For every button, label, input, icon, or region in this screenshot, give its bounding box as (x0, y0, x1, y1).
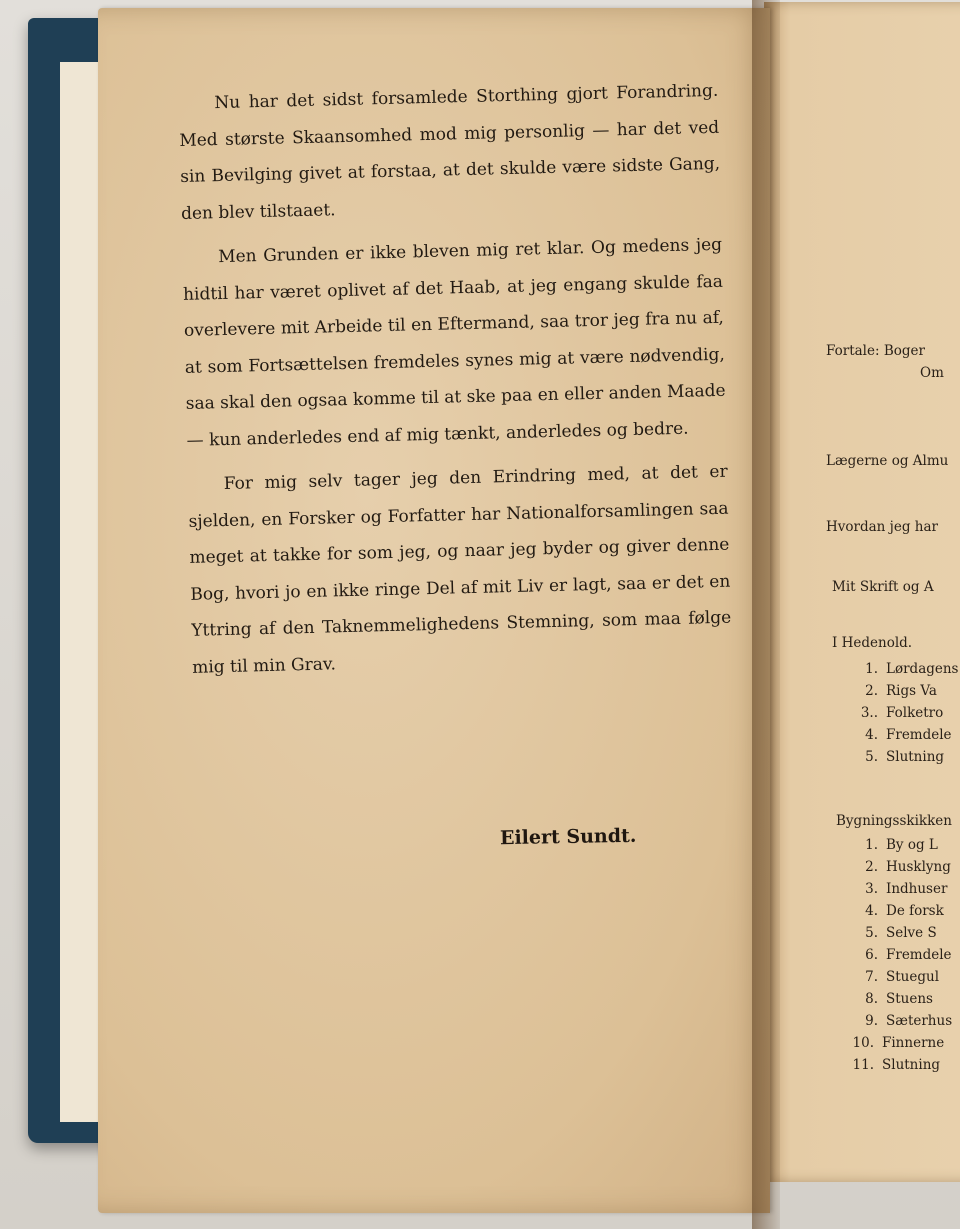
toc-text: Hvordan jeg har (826, 519, 938, 535)
toc-text: Mit Skrift og A (832, 579, 934, 595)
toc-number: 1. (865, 661, 878, 677)
toc-text: Indhuser (886, 881, 948, 897)
toc-line (826, 450, 948, 473)
toc-line (850, 702, 943, 725)
author-signature: Eilert Sundt. (499, 824, 637, 850)
toc-text: Slutning (886, 749, 945, 765)
toc-number: 1. (865, 837, 878, 853)
toc-text: Folketro (886, 705, 944, 721)
toc-number: 5. (865, 749, 878, 765)
table-of-contents (826, 340, 960, 1080)
toc-line (826, 340, 925, 363)
toc-number: 6. (865, 947, 878, 963)
toc-text: Fremdele (886, 727, 952, 743)
toc-line (850, 988, 933, 1011)
toc-text: By og L (886, 837, 938, 853)
toc-line (850, 856, 951, 879)
toc-text: Husklyng (886, 859, 951, 875)
toc-line (850, 1010, 952, 1033)
toc-line (836, 810, 952, 833)
toc-text: Lørdagens (886, 661, 959, 677)
paragraph-1: Nu har det sidst forsamlede Storthing gjort Forandring. Med største Skaansomhed mod mig personlig — har det ved sin Bevilging givet at forstaa, at det skulde være sidste Gang, den blev tilstaaet. (179, 80, 721, 224)
toc-line (846, 1032, 944, 1055)
toc-line (832, 576, 934, 599)
toc-line (832, 632, 912, 655)
paragraph-3: For mig selv tager jeg den Erindring med, at det er sjelden, en Forsker og Forfatter har Nationalforsamlingen saa meget at takke for som jeg, og naar jeg byder og giver denne Bog, hvori jo en ikke ringe Del af mit Liv er lagt, saa er det en Yttring af den Taknemmelighedens Stemning, som maa følge mig til min Grav. (188, 461, 732, 678)
toc-number: 4. (865, 903, 878, 919)
toc-line (850, 966, 939, 989)
toc-number: 8. (865, 991, 878, 1007)
toc-number: 9. (865, 1013, 878, 1029)
toc-number: 3. (865, 881, 878, 897)
toc-line (850, 658, 959, 681)
toc-line (850, 900, 944, 923)
toc-line (850, 746, 944, 769)
toc-text: Slutning (882, 1057, 941, 1073)
toc-line (850, 944, 952, 967)
toc-text: Bygningsskikken (836, 813, 952, 829)
toc-text: Finnerne (882, 1035, 945, 1051)
toc-number: 11. (852, 1057, 874, 1073)
toc-text: I Hedenold. (832, 635, 913, 651)
toc-line (850, 680, 937, 703)
toc-line (850, 922, 937, 945)
toc-text: Fremdele (886, 947, 952, 963)
toc-text: Rigs Va (886, 683, 937, 699)
toc-number: 2. (865, 859, 878, 875)
toc-text: Selve S (886, 925, 937, 941)
paragraph-2: Men Grunden er ikke bleven mig ret klar. Og medens jeg hidtil har været oplivet af det Haab, at jeg engang skulde faa overlevere mit Arbeide til en Eftermand, saa tror jeg fra nu af, at som Fortsættelsen fremdeles synes mig at være nødvendig, saa skal den ogsaa komme til at ske paa en eller anden Maade — kun anderledes end af mig tænkt, anderledes og bedre. (182, 234, 726, 451)
toc-text: Stuens (886, 991, 933, 1007)
book-gutter (752, 0, 780, 1229)
toc-text: Fortale: Boger (826, 343, 925, 359)
toc-text: Lægerne og Almu (826, 453, 949, 469)
preface-text (178, 73, 733, 694)
toc-line (850, 834, 938, 857)
toc-number: 3.. (860, 705, 878, 721)
toc-line (850, 878, 947, 901)
toc-text: Sæterhus (886, 1013, 953, 1029)
toc-line (846, 1054, 940, 1077)
toc-number: 7. (865, 969, 878, 985)
toc-line (826, 516, 938, 539)
toc-number: 10. (852, 1035, 874, 1051)
toc-text: Om (920, 365, 944, 381)
toc-text: Stuegul (886, 969, 940, 985)
toc-number: 5. (865, 925, 878, 941)
toc-number: 4. (865, 727, 878, 743)
toc-line (850, 724, 952, 747)
toc-line (920, 362, 944, 385)
toc-number: 2. (865, 683, 878, 699)
toc-text: De forsk (886, 903, 944, 919)
